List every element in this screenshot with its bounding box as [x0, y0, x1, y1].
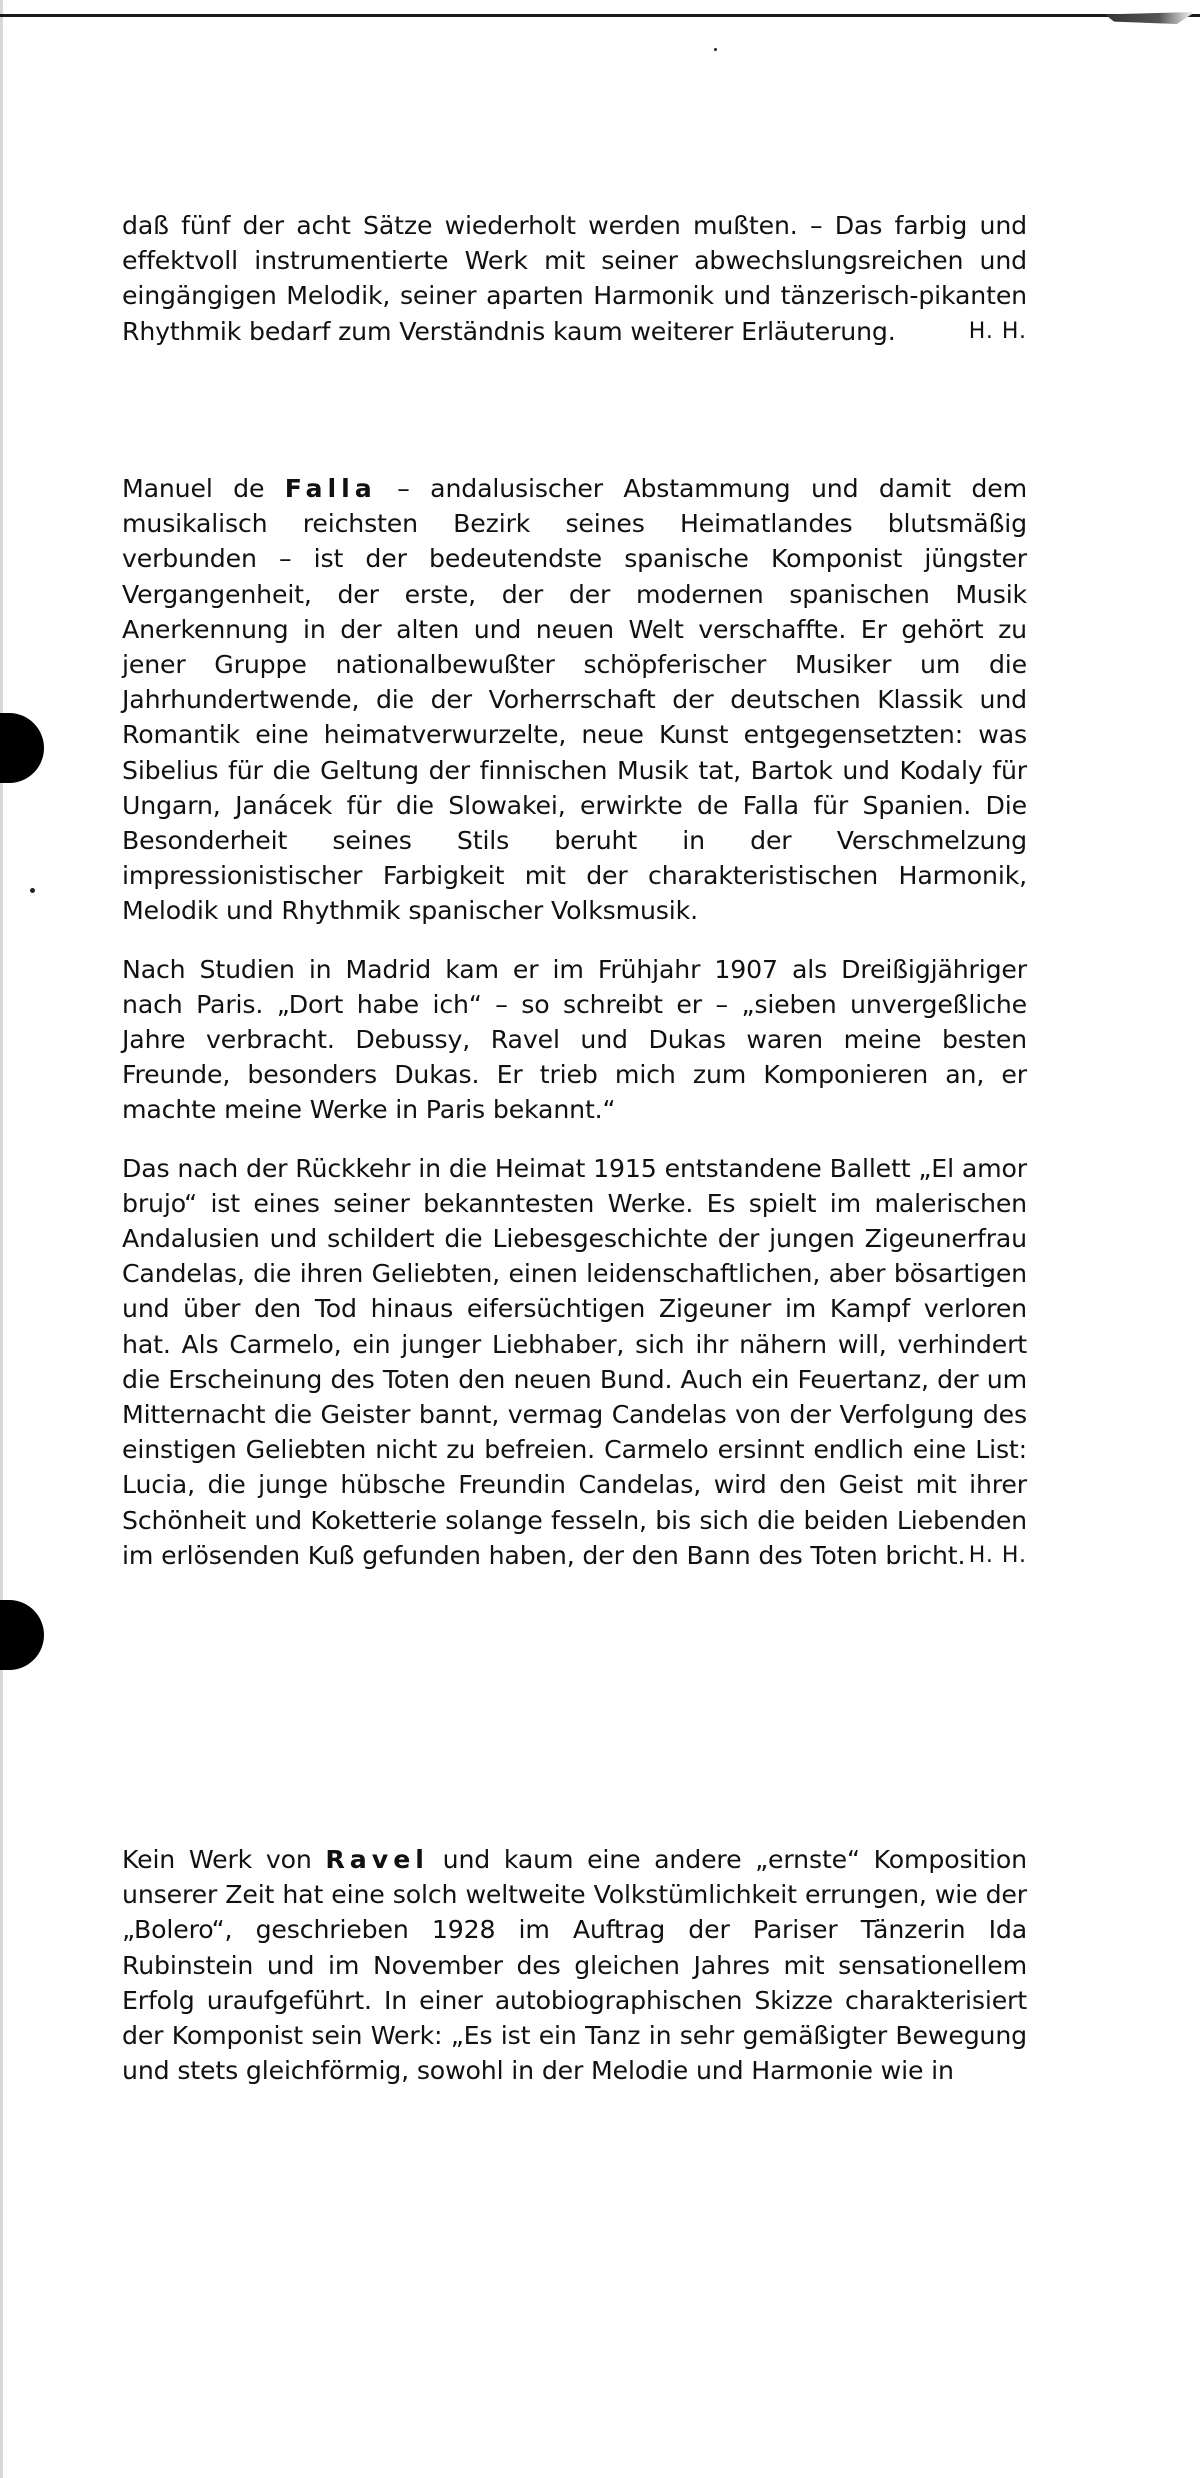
falla-biography-text: – andalusischer Abstammung und damit dem musikalisch reichsten Bezirk seines Heimatlandes blutsmäßig verbunden – ist der bedeutendste spanische Komponist jüngster Vergangenheit, der erste, der der modernen spanischen Musik Anerkennung in der alten und neuen Welt verschaffte. Er gehört zu jener Gruppe nationalbewußter schöpferischer Musiker um die Jahrhundertwende, die der Vorherrschaft der deutschen Klassik und Romantik eine heimatverwurzelte, neue Kunst entgegensetzten: was Sibelius für die Geltung der finnischen Musik tat, Bartok und Kodaly für Ungarn, Janácek für die Slowakei, erwirkte de Falla für Spanien. Die Besonderheit seines Stils beruht in der Verschmelzung impressionistischer Farbigkeit mit der charakteristischen Harmonik, Melodik und Rhythmik spanischer Volksmusik. — [122, 474, 1027, 926]
paragraph-intro — [122, 208, 1027, 349]
signature-hh-intro: H. H. — [968, 318, 1027, 344]
el-amor-brujo-text: Das nach der Rückkehr in die Heimat 1915 entstandene Ballett „El amor brujo“ ist eines seiner bekanntesten Werke. Es spielt im malerischen Andalusien und schildert die Liebesgeschichte der jungen Zigeunerfrau Candelas, die ihren Geliebten, einen leidenschaftlichen, aber bösartigen und über den Tod hinaus eifersüchtigen Zigeuner im Kampf verloren hat. Als Carmelo, ein junger Liebhaber, sich ihr nähern will, verhindert die Erscheinung des Toten den neuen Bund. Auch ein Feuertanz, der um Mitternacht die Geister bannt, vermag Candelas von der Verfolgung des einstigen Geliebten nicht zu befreien. Carmelo ersinnt endlich eine List: Lucia, die junge hübsche Freundin Candelas, wird den Geist mit ihrer Schönheit und Koketterie solange fesseln, bis sich die beiden Liebenden im erlösenden Kuß gefunden haben, der den Bann des Toten bricht. — [122, 1153, 1027, 1570]
paragraph-intro-text: daß fünf der acht Sätze wiederholt werden mußten. – Das farbig und effektvoll instrumentierte Werk mit seiner abwechslungsreichen und eingängigen Melodik, seiner aparten Harmonik und tänzerisch-pikanten Rhythmik bedarf zum Verständnis kaum weiterer Erläuterung. — [122, 211, 1027, 346]
punch-hole-lower — [0, 1600, 44, 1670]
scan-speck — [714, 48, 717, 51]
paragraph-falla-paris: Nach Studien in Madrid kam er im Frühjahr 1907 als Dreißigjähriger nach Paris. „Dort habe ich“ – so schreibt er – „sieben unvergeßliche Jahre verbracht. Debussy, Ravel und Dukas waren meine besten Freunde, besonders Dukas. Er trieb mich zum Komponieren an, er machte meine Werke in Paris bekannt.“ — [122, 954, 1027, 1125]
falla-name-lead: Manuel de — [122, 474, 285, 503]
ravel-bolero-text: und kaum eine andere „ernste“ Komposition unserer Zeit hat eine solch weltweite Volkstümlichkeit errungen, wie der „Bolero“, geschrieben 1928 im Auftrag der Pariser Tänzerin Ida Rubinstein und im November des gleichen Jahres mit sensationellem Erfolg uraufgeführt. In einer autobiographischen Skizze charakterisiert der Komponist sein Werk: „Es ist ein Tanz in sehr gemäßigter Bewegung und stets gleichförmig, sowohl in der Melodie und Harmonie wie in — [122, 1845, 1027, 2086]
paragraph-el-amor-brujo — [122, 1151, 1027, 1573]
falla-name-spaced: Falla — [284, 474, 377, 503]
punch-hole-upper — [0, 713, 44, 783]
ravel-name-spaced: Ravel — [325, 1845, 429, 1874]
section-manuel-de-falla — [122, 471, 1027, 1573]
section-intro-continuation — [122, 208, 1027, 349]
ravel-lead: Kein Werk von — [122, 1845, 326, 1874]
section-ravel-bolero — [122, 1842, 1027, 2088]
paragraph-falla-biography — [122, 471, 1027, 929]
page-left-edge — [0, 0, 3, 2478]
paragraph-ravel-bolero — [122, 1842, 1027, 2088]
signature-hh-falla: H. H. — [968, 1542, 1027, 1568]
top-border-rule — [0, 14, 1200, 17]
scan-speck — [30, 888, 35, 893]
